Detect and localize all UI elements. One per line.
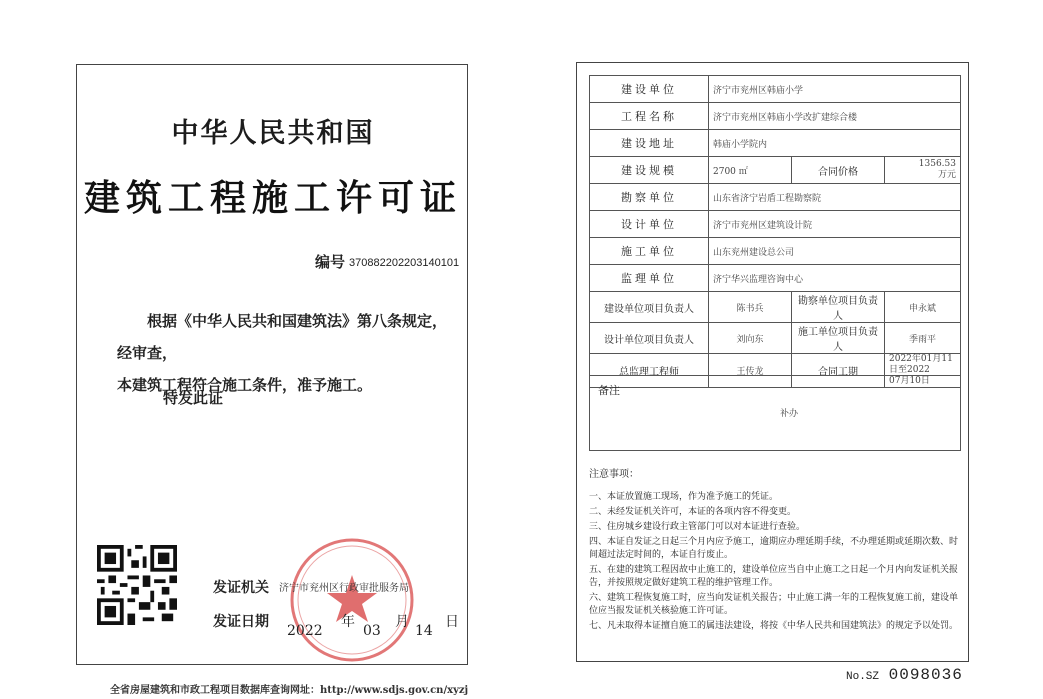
row-label: 监理单位 bbox=[590, 265, 709, 292]
qr-code[interactable] bbox=[97, 545, 177, 625]
serial-prefix: No.SZ bbox=[846, 671, 880, 683]
project-info-table bbox=[589, 75, 961, 388]
official-seal-icon bbox=[287, 535, 417, 665]
issuer-name: 济宁市兖州区行政审批服务局 bbox=[279, 583, 409, 594]
resp-label: 建设单位项目负责人 bbox=[590, 292, 709, 323]
number-label: 编号 bbox=[315, 253, 346, 271]
table-row bbox=[590, 184, 961, 211]
month-unit: 月 bbox=[395, 614, 409, 630]
day-unit: 日 bbox=[445, 614, 459, 630]
remarks-value: 补办 bbox=[780, 409, 799, 419]
price-unit: 万元 bbox=[937, 170, 956, 180]
row-label: 建设地址 bbox=[590, 130, 709, 157]
issue-date-label: 发证日期 bbox=[213, 614, 269, 630]
resp-value: 刘向东 bbox=[709, 323, 792, 354]
row-label: 建设单位 bbox=[590, 76, 709, 103]
list-item: 三、住房城乡建设行政主管部门可以对本证进行查验。 bbox=[589, 522, 806, 532]
table-row bbox=[590, 103, 961, 130]
legal-line-2: 本建筑工程符合施工条件，准予施工。 bbox=[117, 376, 373, 394]
row-value: 山东省济宁岩盾工程勘察院 bbox=[709, 184, 961, 211]
resp-label: 施工单位项目负责人 bbox=[792, 323, 885, 354]
row-label: 工程名称 bbox=[590, 103, 709, 130]
row-value: 山东兖州建设总公司 bbox=[709, 238, 961, 265]
certificate-title: 建筑工程施工许可证 bbox=[83, 177, 462, 219]
row-value: 韩庙小学院内 bbox=[709, 130, 961, 157]
issue-statement: 特发此证 bbox=[163, 389, 224, 407]
remarks-label: 备注 bbox=[598, 384, 620, 397]
legal-line-1: 根据《中华人民共和国建筑法》第八条规定，经审查， bbox=[117, 312, 448, 362]
row-value: 济宁华兴监理咨询中心 bbox=[709, 265, 961, 292]
issue-date-year: 2022 bbox=[287, 623, 323, 639]
resp-label: 勘察单位项目负责人 bbox=[792, 292, 885, 323]
resp-value: 季雨平 bbox=[885, 323, 961, 354]
scale-value: 2700 ㎡ bbox=[709, 157, 792, 184]
table-row bbox=[590, 130, 961, 157]
row-value: 济宁市兖州区韩庙小学改扩建综合楼 bbox=[709, 103, 961, 130]
list-item: 五、在建的建筑工程因故中止施工的，建设单位应当自中止施工之日起一个月内向发证机关报告，并按照规定做好建筑工程的维护管理工作。 bbox=[589, 565, 959, 588]
notes-title: 注意事项： bbox=[589, 469, 639, 480]
issuer-label: 发证机关 bbox=[213, 580, 269, 596]
table-row bbox=[590, 292, 961, 323]
table-row bbox=[590, 157, 961, 184]
chief-label: 总监理工程师 bbox=[590, 354, 709, 388]
certificate-back bbox=[576, 62, 969, 662]
table-row bbox=[590, 238, 961, 265]
serial-value: 0098036 bbox=[888, 666, 963, 684]
resp-value: 申永斌 bbox=[885, 292, 961, 323]
issue-date-month: 03 bbox=[363, 623, 381, 639]
table-row bbox=[590, 265, 961, 292]
certificate-number: 370882202203140101 bbox=[349, 257, 460, 269]
period-label: 合同工期 bbox=[792, 354, 885, 388]
row-label: 设计单位 bbox=[590, 211, 709, 238]
list-item: 六、建筑工程恢复施工时，应当向发证机关报告；中止施工满一年的工程恢复施工前，建设单位应当报发证机关核验施工许可证。 bbox=[589, 593, 959, 616]
table-row bbox=[590, 76, 961, 103]
list-item: 四、本证自发证之日起三个月内应予施工，逾期应办理延期手续，不办理延期或延期次数、时间超过法定时间的，本证自行废止。 bbox=[589, 537, 959, 560]
row-value: 济宁市兖州区建筑设计院 bbox=[709, 211, 961, 238]
resp-value: 陈书兵 bbox=[709, 292, 792, 323]
list-item: 一、本证放置施工现场，作为准予施工的凭证。 bbox=[589, 492, 779, 502]
price-value: 1356.53 bbox=[918, 159, 956, 169]
list-item: 七、凡未取得本证擅自施工的属违法建设，将按《中华人民共和国建筑法》的规定予以处罚。 bbox=[589, 621, 959, 631]
table-row bbox=[590, 211, 961, 238]
year-unit: 年 bbox=[341, 614, 355, 630]
row-label: 施工单位 bbox=[590, 238, 709, 265]
chief-value: 王传龙 bbox=[709, 354, 792, 388]
price-label: 合同价格 bbox=[792, 157, 885, 184]
row-label: 勘察单位 bbox=[590, 184, 709, 211]
issue-date-day: 14 bbox=[415, 623, 433, 639]
resp-label: 设计单位项目负责人 bbox=[590, 323, 709, 354]
scale-label: 建设规模 bbox=[590, 157, 709, 184]
remarks-box bbox=[589, 375, 961, 451]
list-item: 二、未经发证机关许可，本证的各项内容不得变更。 bbox=[589, 507, 797, 517]
certificate-front bbox=[76, 64, 468, 665]
country-name: 中华人民共和国 bbox=[171, 118, 375, 149]
period-value-line2: 07月10日 bbox=[889, 376, 930, 386]
row-value: 济宁市兖州区韩庙小学 bbox=[709, 76, 961, 103]
notes-list bbox=[589, 491, 961, 635]
period-value-line1: 2022年01月11日至2022 bbox=[889, 354, 953, 375]
footer-url-text: 全省房屋建筑和市政工程项目数据库查询网址：http://www.sdjs.gov.cn/xyzj bbox=[110, 685, 469, 696]
serial-number bbox=[846, 666, 963, 684]
table-row bbox=[590, 323, 961, 354]
